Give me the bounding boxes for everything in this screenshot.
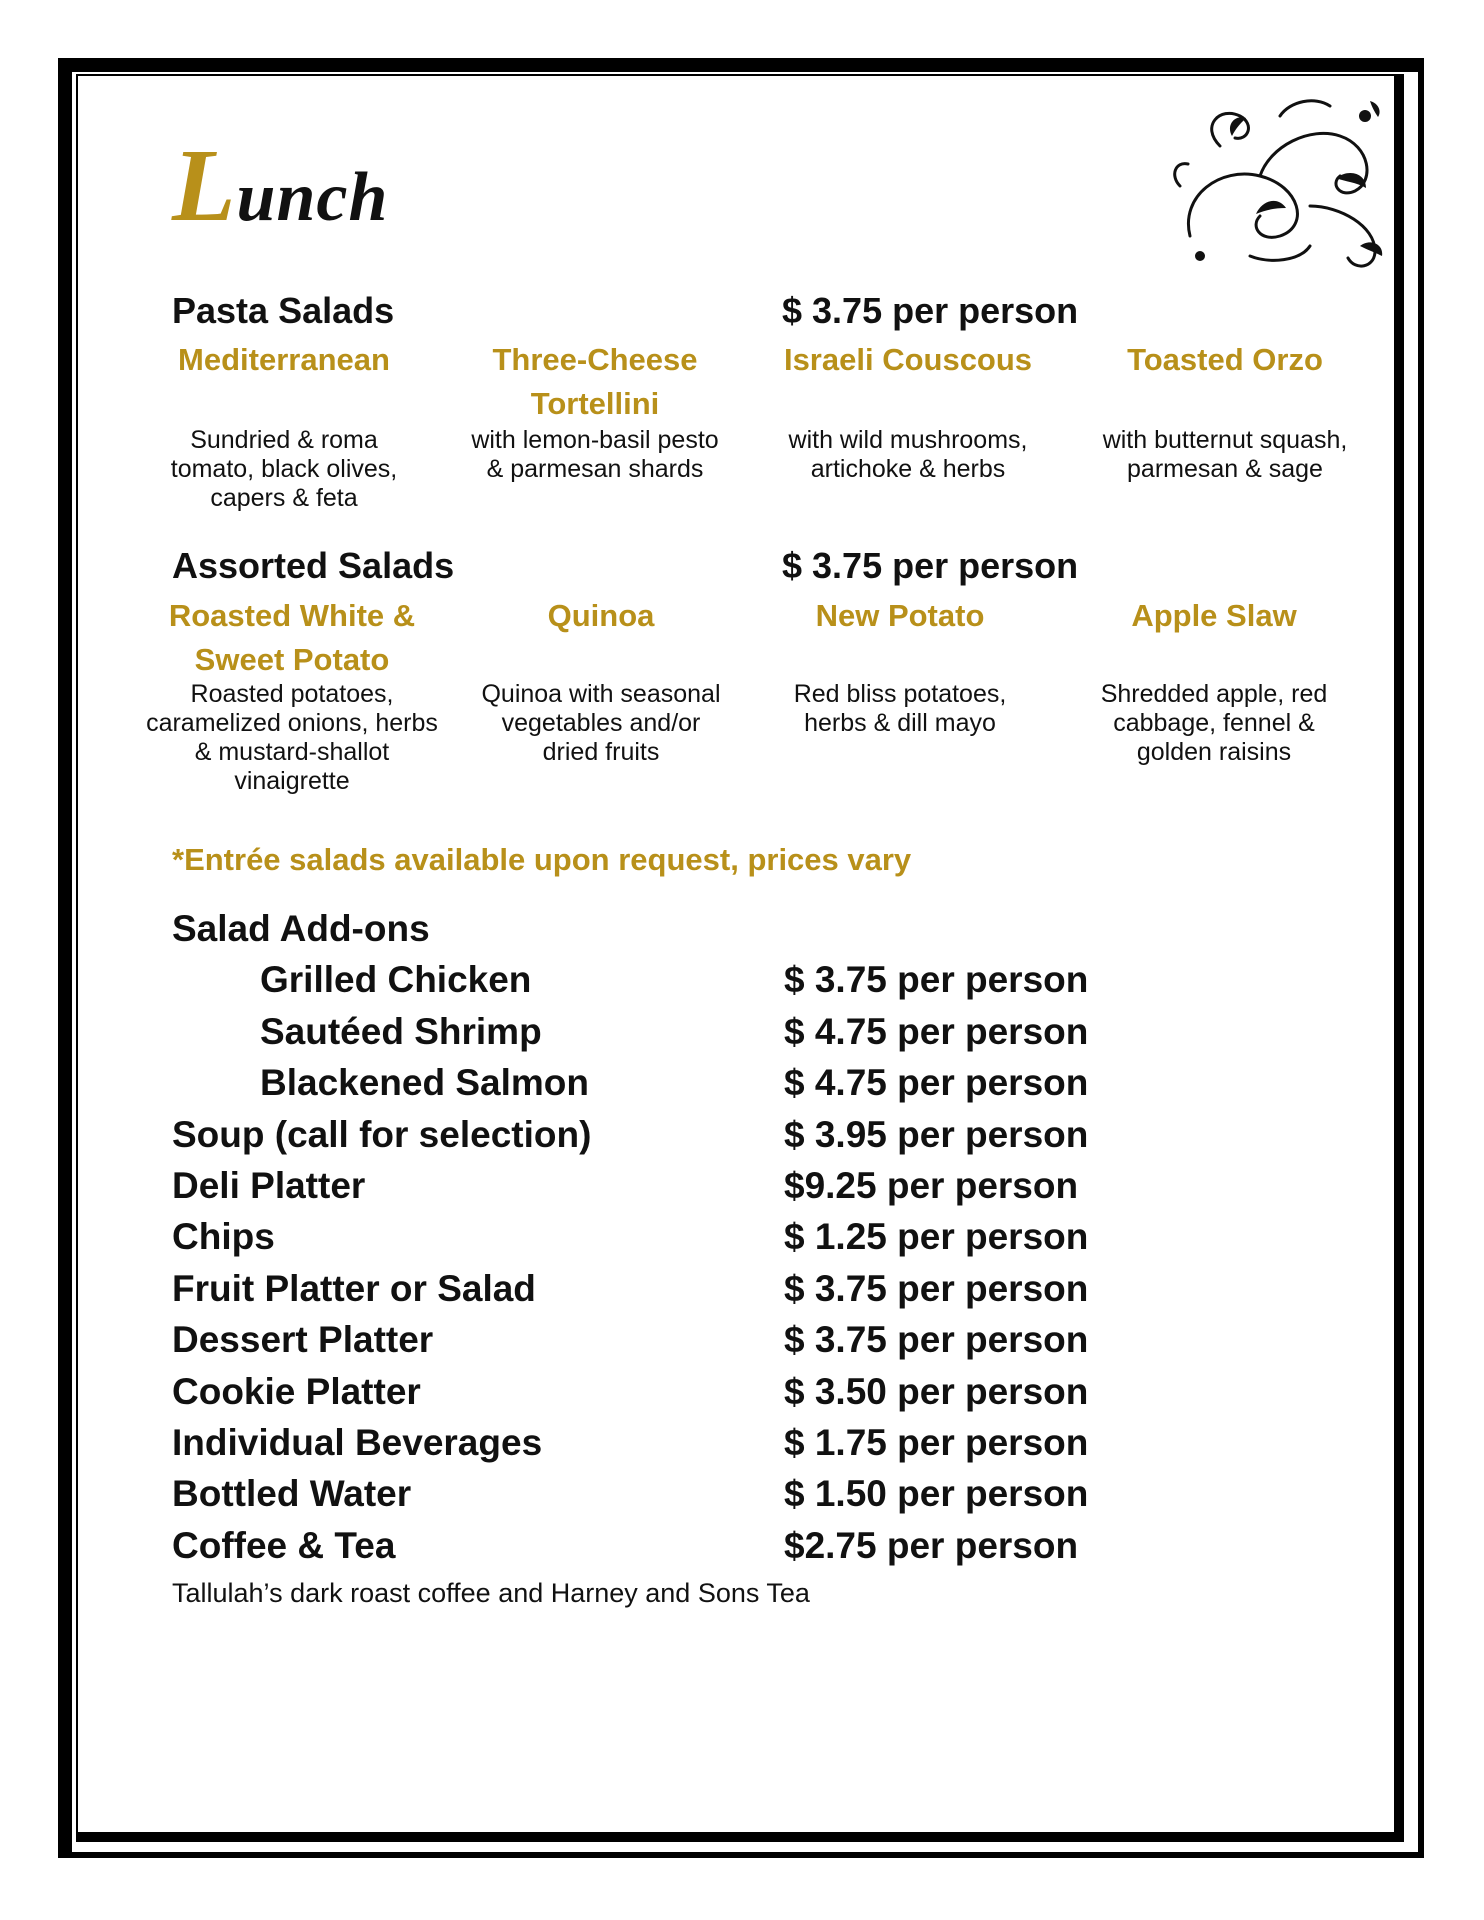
pasta-item-name: Israeli Couscous (783, 342, 1033, 377)
assorted-item-name: Roasted White & Sweet Potato (168, 598, 416, 677)
item-label: Bottled Water (172, 1473, 412, 1515)
floral-swirl-ornament-icon (1160, 86, 1396, 276)
item-label: Chips (172, 1216, 275, 1258)
list-item (172, 1114, 1132, 1165)
assorted-item-name: New Potato (815, 598, 985, 633)
page-title (172, 126, 388, 245)
pasta-item-name: Three-Cheese Tortellini (492, 342, 698, 421)
item-price: $ 4.75 per person (784, 1010, 1089, 1052)
item-label: Cookie Platter (172, 1370, 421, 1412)
salad-addons-heading: Salad Add-ons (172, 908, 430, 949)
pasta-salads-price: $ 3.75 per person (782, 290, 1079, 331)
list-item (172, 1525, 1132, 1576)
item-price: $2.75 per person (784, 1524, 1079, 1566)
assorted-item-name: Apple Slaw (1131, 598, 1297, 633)
list-item (172, 1268, 1132, 1319)
assorted-item-description: Roasted potatoes, caramelized onions, herbs & mustard-shallot vinaigrette (146, 680, 438, 795)
title-initial: L (172, 128, 237, 243)
item-label: Deli Platter (172, 1164, 366, 1206)
pasta-salads-heading: Pasta Salads (172, 290, 395, 331)
item-label: Coffee & Tea (172, 1524, 396, 1566)
list-item (172, 1216, 1132, 1267)
list-item (172, 1422, 1132, 1473)
item-label: Blackened Salmon (260, 1062, 590, 1104)
title-rest: unch (236, 159, 389, 236)
price-list (172, 908, 1132, 1576)
item-price: $ 4.75 per person (784, 1062, 1089, 1104)
item-price: $ 1.75 per person (784, 1421, 1089, 1463)
assorted-item-description: Red bliss potatoes, herbs & dill mayo (793, 680, 1007, 737)
pasta-item-description: with butternut squash, parmesan & sage (1102, 426, 1348, 483)
assorted-item-description: Quinoa with seasonal vegetables and/or dried fruits (481, 680, 721, 766)
list-item (172, 1473, 1132, 1524)
item-label: Grilled Chicken (260, 959, 532, 1001)
assorted-salads-heading: Assorted Salads (172, 545, 455, 586)
list-item (172, 1011, 1132, 1062)
item-label: Dessert Platter (172, 1319, 434, 1361)
pasta-item-description: with wild mushrooms, artichoke & herbs (788, 426, 1028, 483)
item-label: Fruit Platter or Salad (172, 1267, 536, 1309)
list-item (172, 1319, 1132, 1370)
entree-salads-note: *Entrée salads available upon request, prices vary (172, 842, 912, 877)
item-price: $ 3.75 per person (784, 1267, 1089, 1309)
list-item (172, 959, 1132, 1010)
list-item (172, 1062, 1132, 1113)
assorted-item-description: Shredded apple, red cabbage, fennel & golden raisins (1100, 680, 1328, 766)
item-price: $ 3.95 per person (784, 1113, 1089, 1155)
item-label: Sautéed Shrimp (260, 1010, 542, 1052)
item-price: $9.25 per person (784, 1164, 1079, 1206)
coffee-tea-footnote: Tallulah’s dark roast coffee and Harney and Sons Tea (172, 1578, 810, 1608)
list-item (172, 1165, 1132, 1216)
item-label: Soup (call for selection) (172, 1113, 592, 1155)
item-price: $ 1.25 per person (784, 1216, 1089, 1258)
pasta-item-description: with lemon-basil pesto & parmesan shards (471, 426, 719, 483)
item-price: $ 3.75 per person (784, 959, 1089, 1001)
addons-heading-row (172, 908, 1132, 959)
pasta-item-name: Mediterranean (178, 342, 390, 377)
list-item (172, 1371, 1132, 1422)
pasta-item-name: Toasted Orzo (1127, 342, 1323, 377)
item-label: Individual Beverages (172, 1421, 543, 1463)
item-price: $ 3.50 per person (784, 1370, 1089, 1412)
item-price: $ 1.50 per person (784, 1473, 1089, 1515)
item-price: $ 3.75 per person (784, 1319, 1089, 1361)
assorted-item-name: Quinoa (547, 598, 655, 633)
pasta-item-description: Sundried & roma tomato, black olives, capers & feta (170, 426, 398, 512)
assorted-salads-price: $ 3.75 per person (782, 545, 1079, 586)
